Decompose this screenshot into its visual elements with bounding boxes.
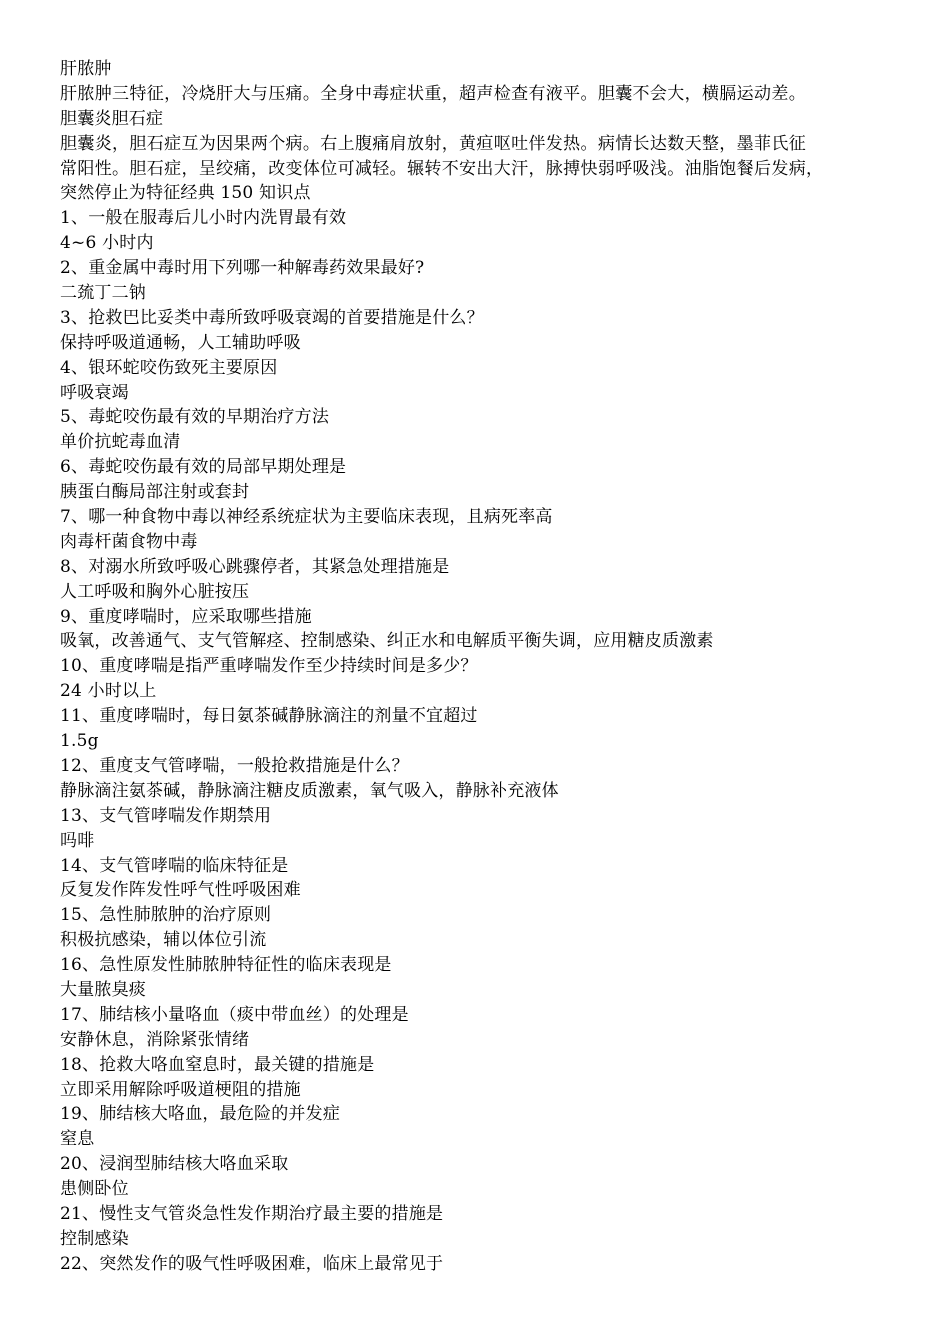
question: 18、抢救大咯血窒息时，最关键的措施是 [60, 1054, 375, 1075]
answer: 呼吸衰竭 [60, 382, 129, 403]
answer: 静脉滴注氨茶碱，静脉滴注糖皮质激素，氧气吸入，静脉补充液体 [60, 780, 559, 801]
answer: 吗啡 [60, 830, 95, 851]
answer: 胰蛋白酶局部注射或套封 [60, 482, 250, 503]
answer: 窒息 [60, 1129, 95, 1150]
question: 8、对溺水所致呼吸心跳骤停者，其紧急处理措施是 [60, 556, 450, 577]
question: 21、慢性支气管炎急性发作期治疗最主要的措施是 [60, 1203, 444, 1224]
answer: 立即采用解除呼吸道梗阻的措施 [60, 1079, 301, 1100]
intro-section [60, 57, 900, 206]
answer: 安静休息，消除紧张情绪 [60, 1029, 250, 1050]
answer: 1.5g [60, 731, 99, 752]
question: 1、一般在服毒后儿小时内洗胃最有效 [60, 208, 347, 229]
question: 12、重度支气管哮喘，一般抢救措施是什么？ [60, 755, 409, 776]
paragraph-line: 肝脓肿三特征，冷烧肝大与压痛。全身中毒症状重，超声检查有液平。胆囊不会大，横膈运动差。 [60, 83, 807, 104]
answer: 吸氧，改善通气、支气管解痉、控制感染、纠正水和电解质平衡失调，应用糖皮质激素 [60, 631, 714, 652]
paragraph-line: 突然停止为特征经典 150 知识点 [60, 183, 311, 204]
paragraph-line: 常阳性。胆石症，呈绞痛，改变体位可减轻。辗转不安出大汗，脉搏快弱呼吸浅。油脂饱餐后发病， [60, 158, 824, 179]
paragraph-line: 胆囊炎，胆石症互为因果两个病。右上腹痛肩放射，黄疸呕吐伴发热。病情长达数天整，墨菲氏征 [60, 133, 807, 154]
question: 6、毒蛇咬伤最有效的局部早期处理是 [60, 457, 347, 478]
answer: 积极抗感染，辅以体位引流 [60, 930, 267, 951]
question: 2、重金属中毒时用下列哪一种解毒药效果最好? [60, 258, 425, 279]
question: 15、急性肺脓肿的治疗原则 [60, 905, 272, 926]
question: 7、哪一种食物中毒以神经系统症状为主要临床表现，且病死率高 [60, 507, 553, 528]
question: 9、重度哮喘时，应采取哪些措施 [60, 606, 312, 627]
answer: 单价抗蛇毒血清 [60, 432, 181, 453]
question: 17、肺结核小量咯血（痰中带血丝）的处理是 [60, 1004, 409, 1025]
answer: 24 小时以上 [60, 681, 157, 702]
question: 10、重度哮喘是指严重哮喘发作至少持续时间是多少？ [60, 656, 478, 677]
document-page [60, 57, 900, 1277]
answer: 大量脓臭痰 [60, 979, 146, 1000]
answer: 二巯丁二钠 [60, 283, 146, 304]
question: 11、重度哮喘时，每日氨茶碱静脉滴注的剂量不宜超过 [60, 706, 478, 727]
question: 19、肺结核大咯血，最危险的并发症 [60, 1104, 341, 1125]
answer: 反复发作阵发性呼气性呼吸困难 [60, 880, 301, 901]
answer: 人工呼吸和胸外心脏按压 [60, 581, 250, 602]
question: 5、毒蛇咬伤最有效的早期治疗方法 [60, 407, 330, 428]
answer: 保持呼吸道通畅，人工辅助呼吸 [60, 332, 301, 353]
section-heading: 肝脓肿 [60, 59, 112, 79]
answer: 患侧卧位 [60, 1179, 129, 1200]
qa-list [60, 206, 900, 1276]
section-heading: 胆囊炎胆石症 [60, 108, 164, 129]
question: 16、急性原发性肺脓肿特征性的临床表现是 [60, 955, 392, 976]
question: 20、浸润型肺结核大咯血采取 [60, 1154, 289, 1175]
question: 3、抢救巴比妥类中毒所致呼吸衰竭的首要措施是什么？ [60, 307, 484, 328]
answer: 控制感染 [60, 1228, 129, 1249]
answer: 肉毒杆菌食物中毒 [60, 531, 198, 552]
question: 22、突然发作的吸气性呼吸困难，临床上最常见于 [60, 1253, 444, 1274]
answer: 4~6 小时内 [60, 233, 154, 254]
question: 4、银环蛇咬伤致死主要原因 [60, 357, 278, 378]
question: 13、支气管哮喘发作期禁用 [60, 805, 272, 826]
question: 14、支气管哮喘的临床特征是 [60, 855, 289, 876]
